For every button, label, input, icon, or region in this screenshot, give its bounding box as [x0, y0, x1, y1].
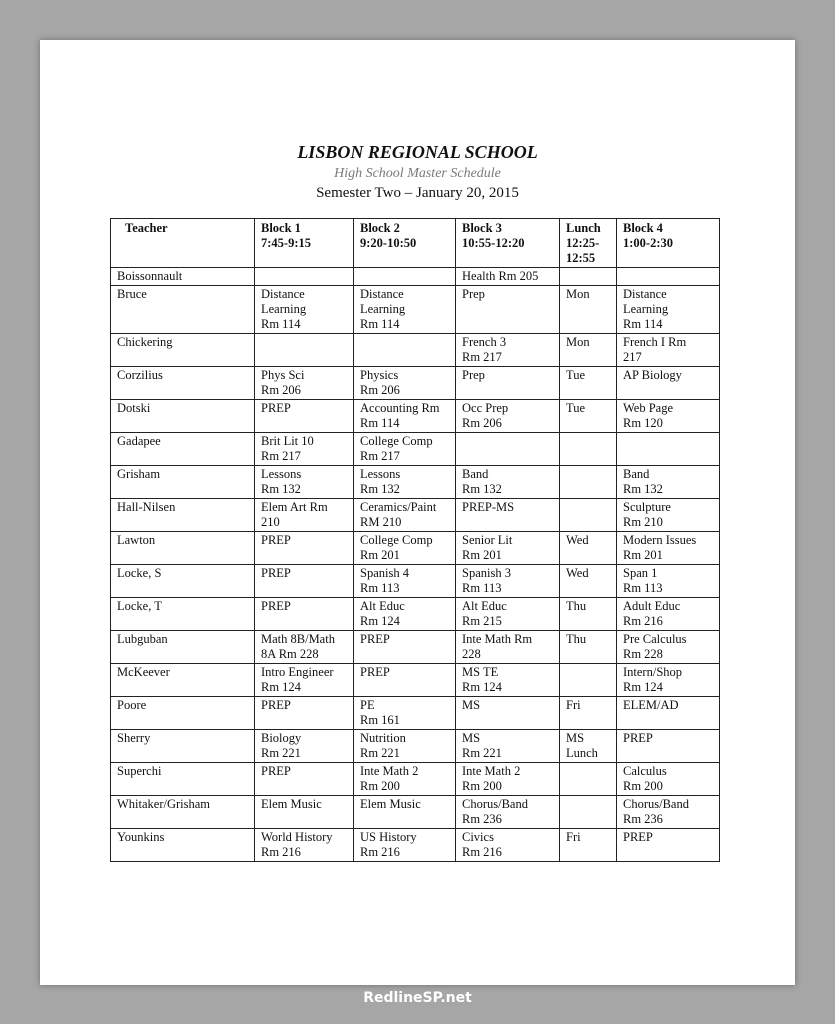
table-row [111, 730, 720, 763]
cell-lunch [560, 664, 617, 697]
cell-lunch [560, 433, 617, 466]
cell-teacher: Bruce [111, 286, 255, 334]
cell-block-2: PREP [354, 631, 456, 664]
cell-block-2: Alt Educ Rm 124 [354, 598, 456, 631]
cell-lunch: Wed [560, 565, 617, 598]
cell-block-2: Physics Rm 206 [354, 367, 456, 400]
cell-teacher: Hall-Nilsen [111, 499, 255, 532]
cell-teacher: Lawton [111, 532, 255, 565]
header-block-3: Block 3 10:55-12:20 [456, 219, 560, 268]
schedule-subtitle: High School Master Schedule [334, 166, 501, 181]
header-teacher: Teacher [111, 219, 255, 268]
cell-block-4: Band Rm 132 [617, 466, 720, 499]
cell-block-2: College Comp Rm 217 [354, 433, 456, 466]
table-row [111, 268, 720, 286]
table-row [111, 631, 720, 664]
cell-block-3: Inte Math Rm 228 [456, 631, 560, 664]
semester-date: Semester Two – January 20, 2015 [316, 185, 519, 201]
cell-block-1: PREP [255, 532, 354, 565]
school-title: LISBON REGIONAL SCHOOL [297, 142, 538, 162]
cell-block-3: Inte Math 2 Rm 200 [456, 763, 560, 796]
header-block-1: Block 1 7:45-9:15 [255, 219, 354, 268]
cell-lunch: Tue [560, 400, 617, 433]
cell-teacher: Sherry [111, 730, 255, 763]
cell-teacher: McKeever [111, 664, 255, 697]
table-row [111, 664, 720, 697]
cell-block-2 [354, 334, 456, 367]
cell-block-4: Pre Calculus Rm 228 [617, 631, 720, 664]
cell-block-4: PREP [617, 829, 720, 862]
table-row [111, 565, 720, 598]
cell-teacher: Dotski [111, 400, 255, 433]
cell-lunch: Fri [560, 829, 617, 862]
cell-block-1: PREP [255, 400, 354, 433]
cell-block-1: Phys Sci Rm 206 [255, 367, 354, 400]
cell-block-3 [456, 433, 560, 466]
cell-block-3: MS Rm 221 [456, 730, 560, 763]
cell-block-4: Distance Learning Rm 114 [617, 286, 720, 334]
cell-block-3: Occ Prep Rm 206 [456, 400, 560, 433]
header-block-2: Block 2 9:20-10:50 [354, 219, 456, 268]
cell-block-3: PREP-MS [456, 499, 560, 532]
cell-block-1: Math 8B/Math 8A Rm 228 [255, 631, 354, 664]
cell-block-4: Modern Issues Rm 201 [617, 532, 720, 565]
cell-block-1: Intro Engineer Rm 124 [255, 664, 354, 697]
document-page [40, 40, 795, 985]
cell-lunch: Wed [560, 532, 617, 565]
table-row [111, 367, 720, 400]
cell-teacher: Boissonnault [111, 268, 255, 286]
cell-block-2: Distance Learning Rm 114 [354, 286, 456, 334]
header-row [111, 219, 720, 268]
cell-lunch: Tue [560, 367, 617, 400]
cell-block-2 [354, 268, 456, 286]
cell-block-4: Intern/Shop Rm 124 [617, 664, 720, 697]
cell-teacher: Chickering [111, 334, 255, 367]
cell-block-1: PREP [255, 763, 354, 796]
table-row [111, 532, 720, 565]
cell-block-2: Nutrition Rm 221 [354, 730, 456, 763]
cell-lunch: Thu [560, 631, 617, 664]
cell-block-2: US History Rm 216 [354, 829, 456, 862]
cell-block-4: French I Rm 217 [617, 334, 720, 367]
cell-block-3: Senior Lit Rm 201 [456, 532, 560, 565]
cell-block-1: World History Rm 216 [255, 829, 354, 862]
cell-block-4: PREP [617, 730, 720, 763]
cell-block-3: Prep [456, 367, 560, 400]
master-schedule-table [110, 218, 720, 862]
cell-block-3: Chorus/Band Rm 236 [456, 796, 560, 829]
cell-block-1: Lessons Rm 132 [255, 466, 354, 499]
cell-teacher: Whitaker/Grisham [111, 796, 255, 829]
cell-lunch [560, 466, 617, 499]
cell-block-4: ELEM/AD [617, 697, 720, 730]
cell-teacher: Corzilius [111, 367, 255, 400]
cell-teacher: Younkins [111, 829, 255, 862]
cell-block-1: PREP [255, 598, 354, 631]
cell-lunch: Mon [560, 286, 617, 334]
cell-teacher: Superchi [111, 763, 255, 796]
cell-block-2: Accounting Rm Rm 114 [354, 400, 456, 433]
cell-lunch: Mon [560, 334, 617, 367]
cell-block-4: Calculus Rm 200 [617, 763, 720, 796]
cell-block-4: Sculpture Rm 210 [617, 499, 720, 532]
cell-block-3: Health Rm 205 [456, 268, 560, 286]
table-row [111, 598, 720, 631]
cell-block-1: Elem Music [255, 796, 354, 829]
cell-block-4: Chorus/Band Rm 236 [617, 796, 720, 829]
cell-teacher: Gadapee [111, 433, 255, 466]
cell-block-1 [255, 268, 354, 286]
cell-block-3: French 3 Rm 217 [456, 334, 560, 367]
cell-teacher: Locke, S [111, 565, 255, 598]
cell-lunch [560, 268, 617, 286]
table-row [111, 796, 720, 829]
cell-teacher: Grisham [111, 466, 255, 499]
cell-lunch: MS Lunch [560, 730, 617, 763]
table-row [111, 400, 720, 433]
watermark: RedlineSP.net [363, 990, 472, 1006]
table-row [111, 829, 720, 862]
table-row [111, 334, 720, 367]
cell-block-2: Lessons Rm 132 [354, 466, 456, 499]
cell-block-4: Span 1 Rm 113 [617, 565, 720, 598]
table-row [111, 433, 720, 466]
cell-block-3: Alt Educ Rm 215 [456, 598, 560, 631]
cell-lunch: Fri [560, 697, 617, 730]
cell-block-3: Spanish 3 Rm 113 [456, 565, 560, 598]
table-row [111, 763, 720, 796]
cell-lunch [560, 499, 617, 532]
cell-block-1: Biology Rm 221 [255, 730, 354, 763]
cell-block-4 [617, 433, 720, 466]
cell-block-2: Ceramics/Paint RM 210 [354, 499, 456, 532]
cell-block-2: PREP [354, 664, 456, 697]
cell-block-2: College Comp Rm 201 [354, 532, 456, 565]
cell-block-1: Elem Art Rm 210 [255, 499, 354, 532]
cell-block-1: PREP [255, 697, 354, 730]
table-row [111, 286, 720, 334]
cell-block-2: PE Rm 161 [354, 697, 456, 730]
cell-block-1: PREP [255, 565, 354, 598]
cell-block-4: Adult Educ Rm 216 [617, 598, 720, 631]
table-row [111, 499, 720, 532]
cell-teacher: Lubguban [111, 631, 255, 664]
cell-block-3: MS TE Rm 124 [456, 664, 560, 697]
header-lunch: Lunch 12:25- 12:55 [560, 219, 617, 268]
cell-block-3: Band Rm 132 [456, 466, 560, 499]
cell-teacher: Poore [111, 697, 255, 730]
cell-block-3: Civics Rm 216 [456, 829, 560, 862]
cell-lunch [560, 796, 617, 829]
table-row [111, 697, 720, 730]
cell-lunch [560, 763, 617, 796]
cell-block-2: Elem Music [354, 796, 456, 829]
cell-block-1: Distance Learning Rm 114 [255, 286, 354, 334]
cell-block-2: Inte Math 2 Rm 200 [354, 763, 456, 796]
cell-lunch: Thu [560, 598, 617, 631]
cell-block-3: Prep [456, 286, 560, 334]
schedule-body [111, 268, 720, 862]
cell-block-1: Brit Lit 10 Rm 217 [255, 433, 354, 466]
cell-block-4: AP Biology [617, 367, 720, 400]
cell-block-4 [617, 268, 720, 286]
cell-teacher: Locke, T [111, 598, 255, 631]
header-block-4: Block 4 1:00-2:30 [617, 219, 720, 268]
cell-block-4: Web Page Rm 120 [617, 400, 720, 433]
cell-block-1 [255, 334, 354, 367]
cell-block-3: MS [456, 697, 560, 730]
cell-block-2: Spanish 4 Rm 113 [354, 565, 456, 598]
table-row [111, 466, 720, 499]
